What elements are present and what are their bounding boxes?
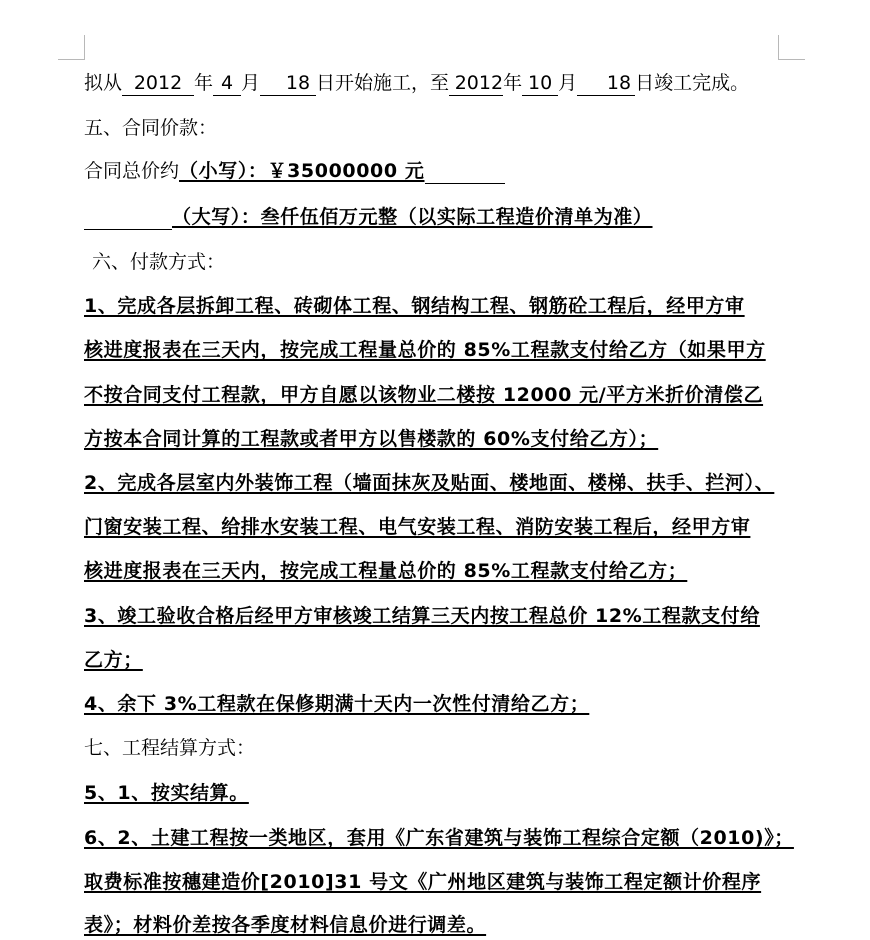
schedule-suffix: 日竣工完成。 — [635, 72, 750, 94]
month-word: 月 — [241, 72, 261, 94]
payment-line: 1、完成各层拆卸工程、砖砌体工程、钢结构工程、钢筋砼工程后，经甲方审 — [84, 295, 745, 317]
blank-underline — [425, 163, 505, 184]
contract-total-line — [84, 158, 505, 184]
end-month: 10 — [522, 71, 558, 96]
settlement-line: 6、2、土建工程按一类地区，套用《广东省建筑与装饰工程综合定额（2010)》； — [84, 827, 794, 849]
contract-total-capital-line — [84, 204, 653, 230]
year-word: 年 — [194, 72, 214, 94]
settlement-line: 5、1、按实结算。 — [84, 782, 249, 804]
start-day: 18 — [260, 71, 316, 96]
section6-heading: 六、付款方式： — [92, 251, 226, 273]
margin-corner-right — [778, 35, 805, 60]
contract-total-capital: （大写）：叁仟伍佰万元整（以实际工程造价清单为准） — [172, 206, 653, 228]
schedule-mid-text: 日开始施工，至 — [316, 72, 450, 94]
payment-line: 4、余下 3%工程款在保修期满十天内一次性付清给乙方； — [84, 693, 590, 715]
payment-line: 2、完成各层室内外装饰工程（墙面抹灰及贴面、楼地面、楼梯、扶手、拦河）、 — [84, 472, 775, 494]
schedule-prefix: 拟从 — [84, 72, 123, 94]
payment-line: 不按合同支付工程款，甲方自愿以该物业二楼按 12000 元/平方米折价清偿乙 — [84, 384, 764, 406]
section7-heading: 七、工程结算方式： — [84, 737, 256, 759]
blank-underline — [84, 209, 172, 230]
payment-line: 3、竣工验收合格后经甲方审核竣工结算三天内按工程总价 12%工程款支付给 — [84, 605, 760, 627]
payment-line: 核进度报表在三天内，按完成工程量总价的 85%工程款支付给乙方（如果甲方 — [84, 339, 766, 361]
schedule-line — [84, 70, 749, 96]
contract-total-label: 合同总价约 — [84, 160, 180, 182]
payment-line: 门窗安装工程、给排水安装工程、电气安装工程、消防安装工程后，经甲方审 — [84, 516, 751, 538]
payment-line: 乙方； — [84, 649, 143, 671]
end-day: 18 — [577, 71, 635, 96]
payment-line: 核进度报表在三天内，按完成工程量总价的 85%工程款支付给乙方； — [84, 560, 688, 582]
year-word: 年 — [503, 72, 523, 94]
start-year: 2012 — [122, 71, 194, 96]
month-word: 月 — [558, 72, 578, 94]
settlement-line: 表》；材料价差按各季度材料信息价进行调差。 — [84, 914, 487, 936]
payment-line: 方按本合同计算的工程款或者甲方以售楼款的 60%支付给乙方）； — [84, 428, 659, 450]
contract-total-value: （小写）：￥35000000 元 — [179, 160, 425, 182]
end-year: 2012 — [449, 71, 503, 96]
start-month: 4 — [213, 71, 241, 96]
settlement-line: 取费标准按穗建造价[2010]31 号文《广州地区建筑与装饰工程定额计价程序 — [84, 871, 762, 893]
margin-corner-left — [58, 35, 85, 60]
section5-heading: 五、合同价款： — [84, 117, 218, 139]
